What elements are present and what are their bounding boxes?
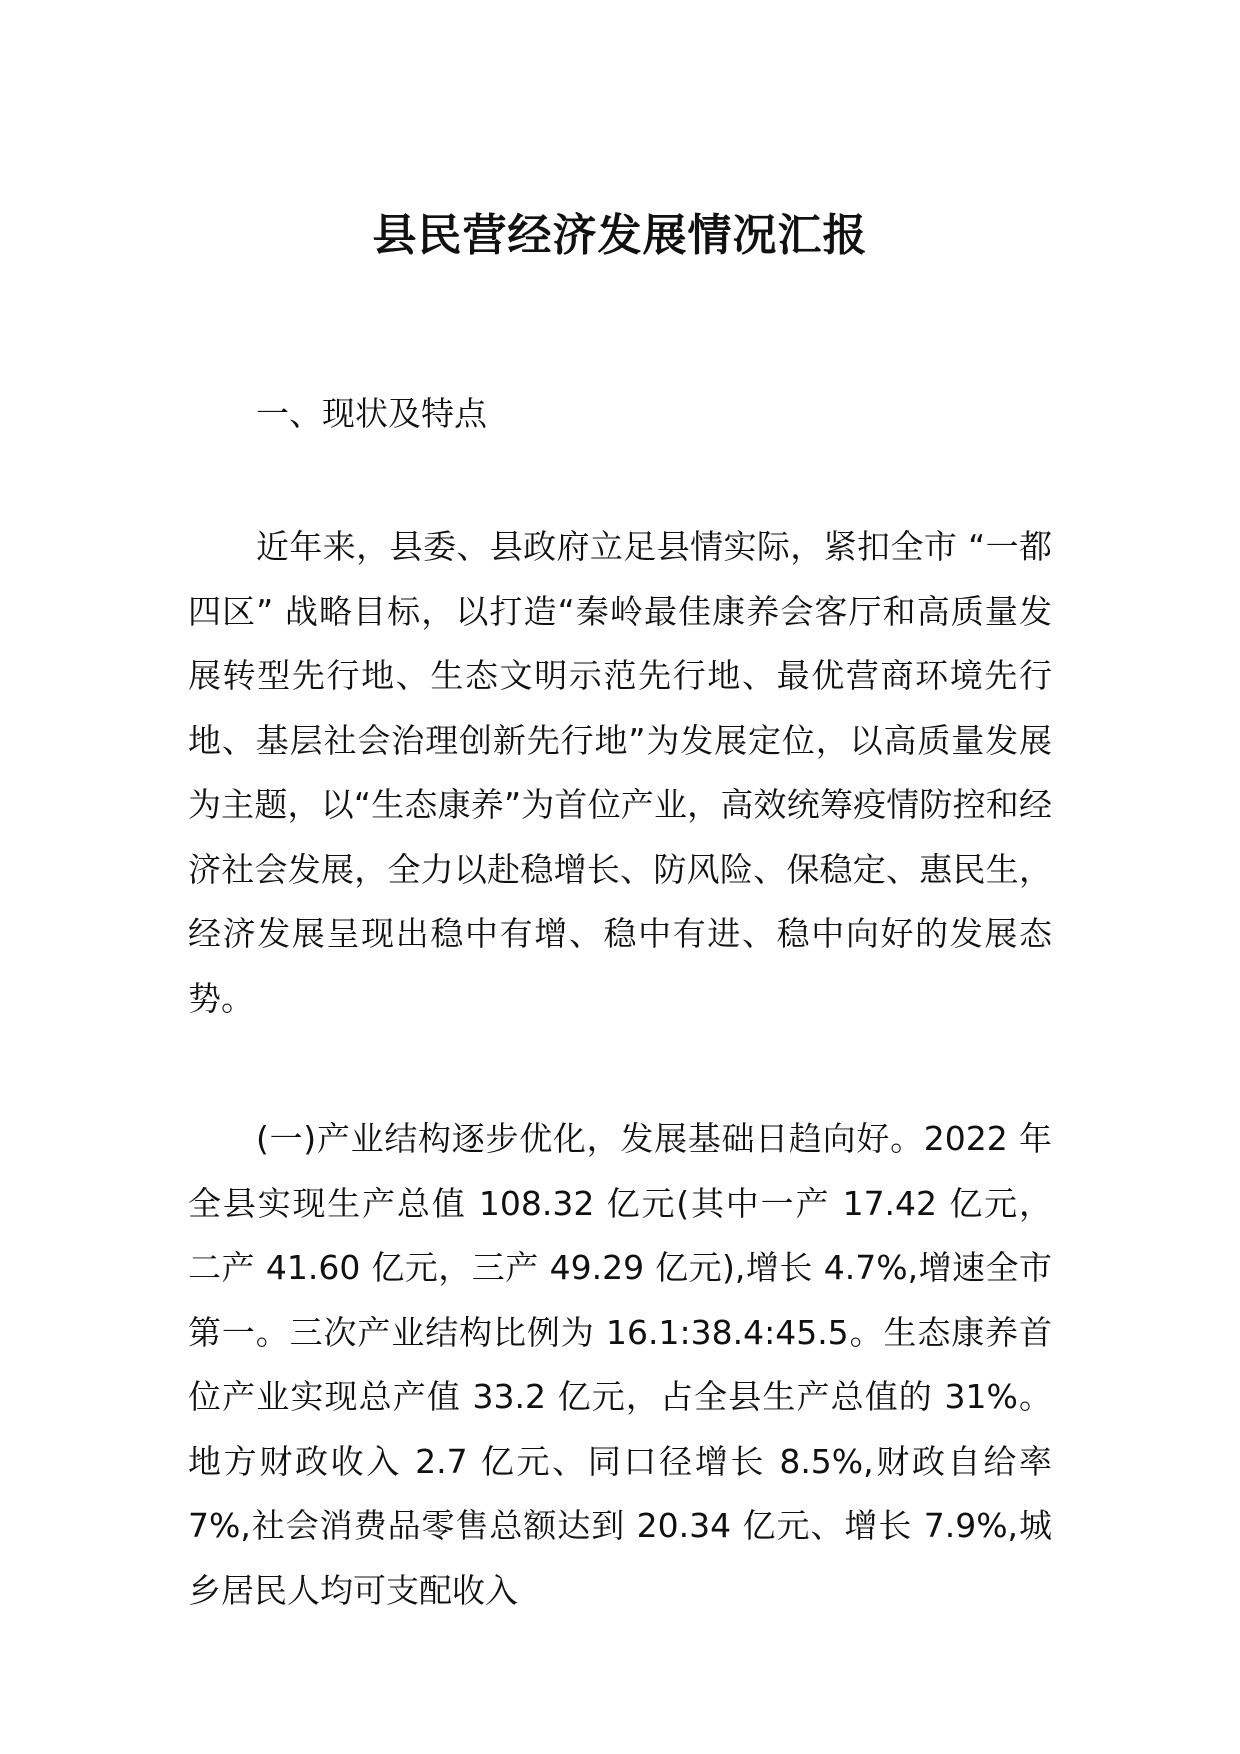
document-title: 县民营经济发展情况汇报 (372, 210, 868, 261)
paragraph-industry-structure: (一)产业结构逐步优化，发展基础日趋向好。2022 年全县实现生产总值 108.32 亿元(其中一产 17.42 亿元， 二产 41.60 亿元，三产 49.29 亿元),增长 4.7%,增速全市第一。三次产业结构比例为 16.1:38.4:45.5。生态康养首位产业实现总产值 33.2 亿元，占全县生产总值的 31%。地方财政收入 2.7 亿元、同口径增长 8.5%,财政自给率 7%,社会消费品零售总额达到 20.34 亿元、增长 7.9%,城乡居民人均可支配收入 (188, 1119, 1052, 1610)
section-heading: 一、现状及特点 (256, 394, 487, 433)
paragraph-intro: 近年来，县委、县政府立足县情实际，紧扣全市 “一都四区” 战略目标，以打造“秦岭最佳康养会客厅和高质量发展转型先行地、生态文明示范先行地、最优营商环境先行地、基层社会治理创新先行地”为发展定位，以高质量发展为主题，以“生态康养”为首位产业，高效统筹疫情防控和经济社会发展，全力以赴稳增长、防风险、保稳定、惠民生，经济发展呈现出稳中有增、稳中有进、稳中向好的发展态势。 (188, 527, 1052, 1018)
